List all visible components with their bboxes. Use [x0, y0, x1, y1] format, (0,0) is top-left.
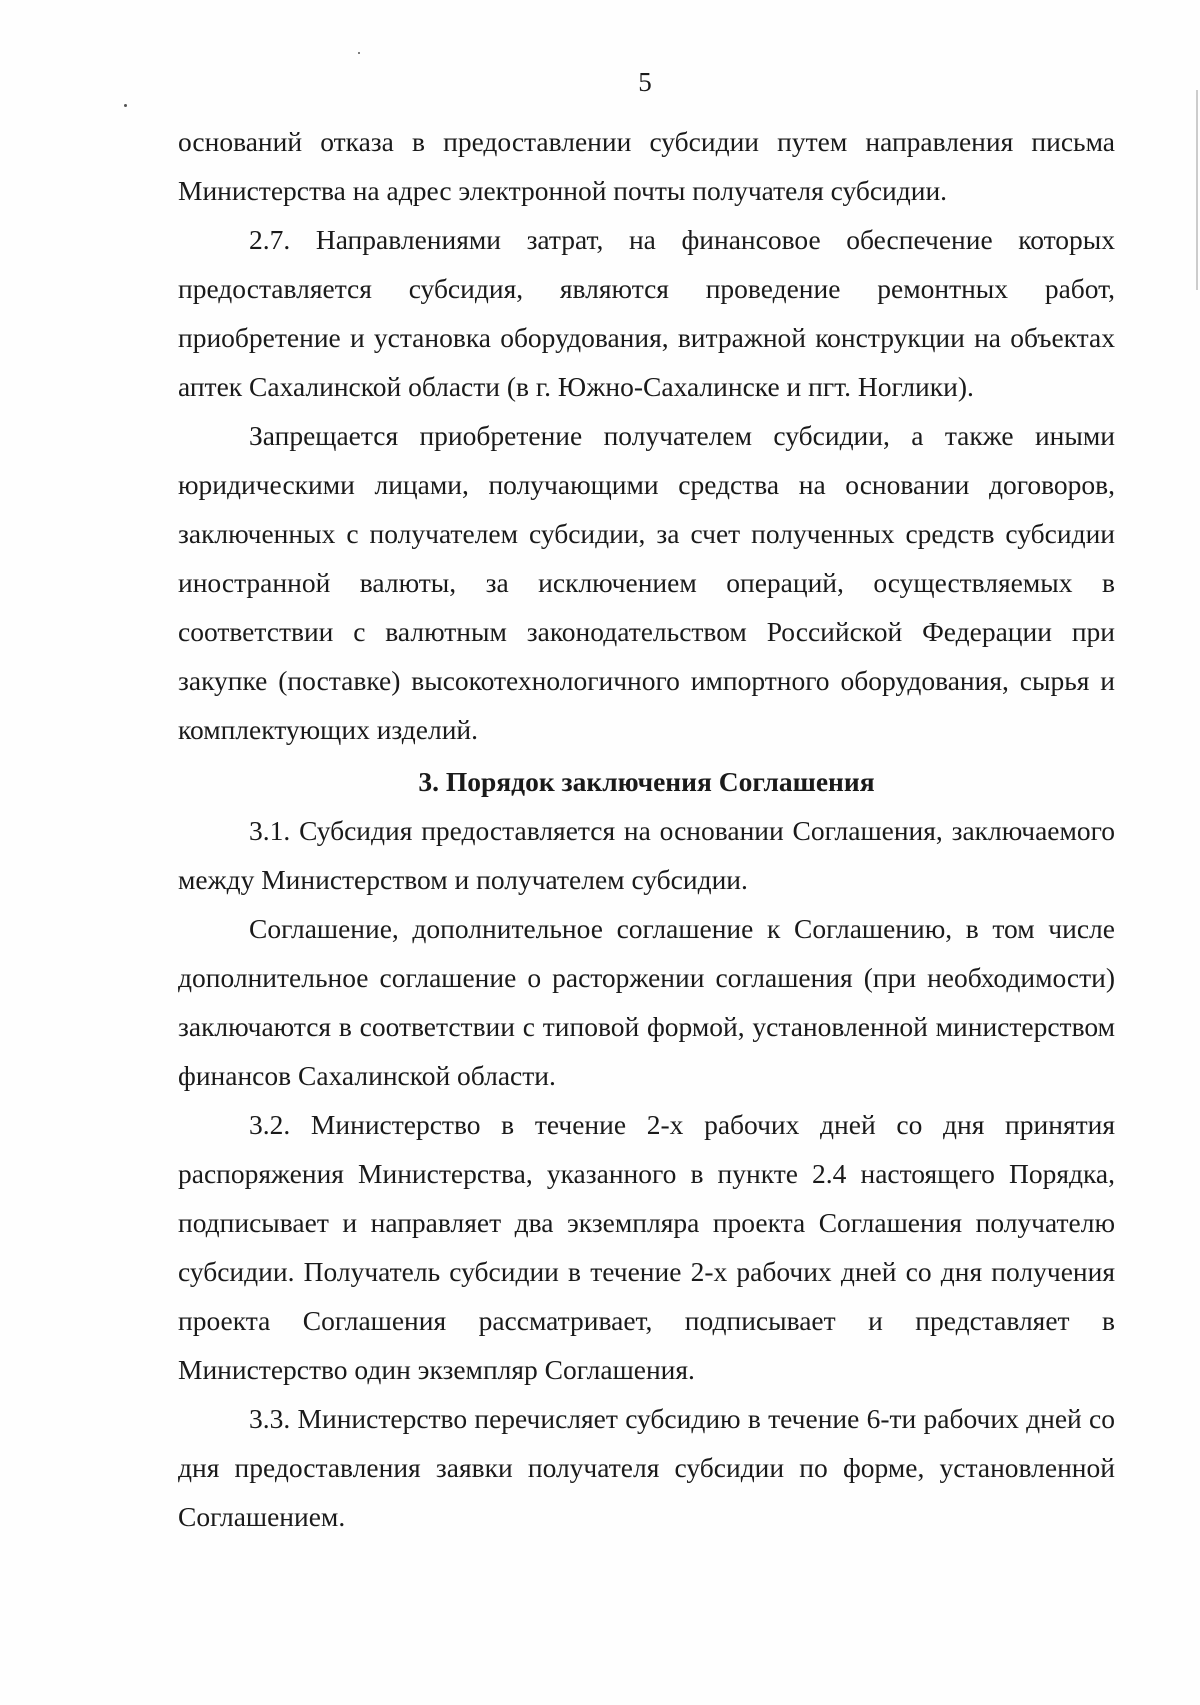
section-heading: 3. Порядок заключения Соглашения [418, 766, 875, 797]
scan-speck [124, 104, 127, 107]
paragraph: 2.7. Направлениями затрат, на финансовое обеспечение которых предоставляется субсидия, являются проведение ремонтных работ, приобретение и установка оборудования, витражной конструкции на объектах аптек Сахалинской области (в г. Южно-Сахалинске и пгт. Ноглики). [178, 224, 1115, 402]
paragraph: Запрещается приобретение получателем субсидии, а также иными юридическими лицами, получающими средства на основании договоров, заключенных с получателем субсидии, за счет полученных средств субсидии иностранной валюты, за исключением операций, осуществляемых в соответствии с валютным законодательством Российской Федерации при закупке (поставке) высокотехнологичного импортного оборудования, сырья и комплектующих изделий. [178, 420, 1115, 745]
text-block-bottom [178, 806, 1115, 1541]
paragraph: 3.1. Субсидия предоставляется на основании Соглашения, заключаемого между Министерством и получателем субсидии. [178, 815, 1115, 895]
page-number: 5 [638, 67, 652, 97]
scan-speck [358, 52, 360, 54]
paragraph: 3.2. Министерство в течение 2-х рабочих дней со дня принятия распоряжения Министерства, указанного в пункте 2.4 настоящего Порядка, подписывает и направляет два экземпляра проекта Соглашения получателю субсидии. Получатель субсидии в течение 2-х рабочих дней со дня получения проекта Соглашения рассматривает, подписывает и представляет в Министерство один экземпляр Соглашения. [178, 1109, 1115, 1385]
text-block-top [178, 117, 1115, 754]
paragraph: Соглашение, дополнительное соглашение к Соглашению, в том числе дополнительное соглашение о расторжении соглашения (при необходимости) заключаются в соответствии с типовой формой, установленной министерством финансов Сахалинской области. [178, 913, 1115, 1091]
scan-edge-line [1196, 90, 1198, 290]
paragraph: оснований отказа в предоставлении субсидии путем направления письма Министерства на адрес электронной почты получателя субсидии. [178, 126, 1115, 206]
paragraph: 3.3. Министерство перечисляет субсидию в течение 6-ти рабочих дней со дня предоставления заявки получателя субсидии по форме, установленной Соглашением. [178, 1403, 1115, 1532]
